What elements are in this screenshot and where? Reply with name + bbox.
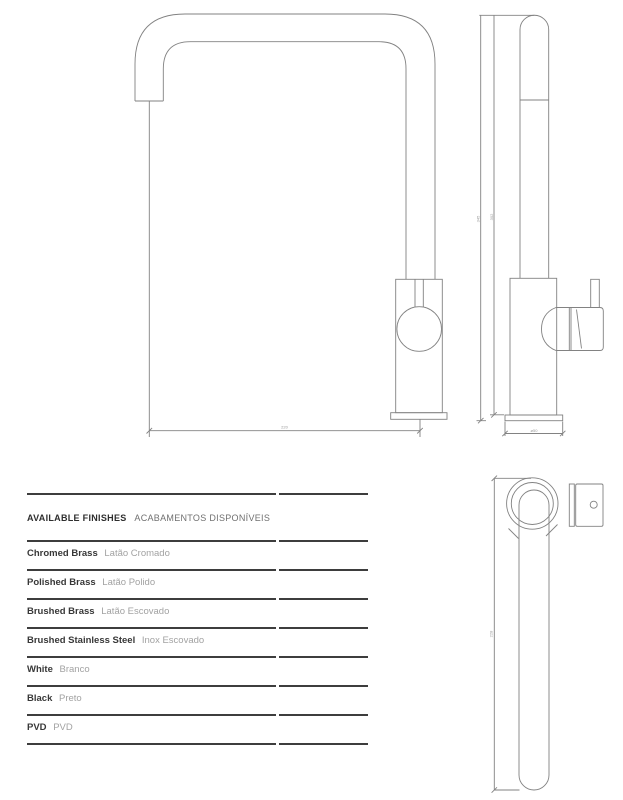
table-rule xyxy=(27,627,368,629)
front-width-dimension-label: 220 xyxy=(281,424,288,430)
finishes-header-pt: ACABAMENTOS DISPONÍVEIS xyxy=(134,513,271,523)
side-height-spout-label: 302 xyxy=(489,213,494,221)
finish-name-pt: Branco xyxy=(59,664,90,675)
finish-row xyxy=(27,664,90,676)
finish-name-pt: Preto xyxy=(59,693,82,704)
finish-name-pt: Latão Cromado xyxy=(104,548,170,559)
finish-name-en: Brushed Brass xyxy=(27,606,95,617)
finish-row xyxy=(27,577,155,589)
table-rule xyxy=(27,493,368,495)
table-rule xyxy=(27,685,368,687)
finish-row xyxy=(27,693,82,705)
top-view-drawing xyxy=(489,476,604,793)
side-height-total-label: 345 xyxy=(475,215,481,223)
finish-row xyxy=(27,548,170,560)
front-view-drawing xyxy=(135,14,447,437)
finish-row xyxy=(27,722,73,734)
table-rule xyxy=(27,569,368,571)
table-rule xyxy=(27,598,368,600)
finish-name-pt: PVD xyxy=(53,722,73,733)
finish-row xyxy=(27,635,204,647)
finish-row xyxy=(27,606,169,618)
finishes-header-en: AVAILABLE FINISHES xyxy=(27,513,127,523)
side-view-drawing xyxy=(476,15,604,436)
finish-name-pt: Latão Polido xyxy=(102,577,156,588)
finish-name-en: Black xyxy=(27,693,53,704)
finish-name-en: Polished Brass xyxy=(27,577,96,588)
finish-name-en: PVD xyxy=(27,722,47,733)
table-rule xyxy=(27,540,368,542)
finish-name-pt: Latão Escovado xyxy=(101,606,170,617)
table-rule xyxy=(27,656,368,658)
table-rule xyxy=(27,714,368,716)
top-depth-dimension-label: 228 xyxy=(488,630,494,638)
finish-name-en: Chromed Brass xyxy=(27,548,98,559)
finish-name-en: White xyxy=(27,664,53,675)
finishes-header xyxy=(27,512,270,524)
table-rule xyxy=(27,743,368,745)
table-rule-gap xyxy=(276,491,279,746)
side-base-diameter-label: ø50 xyxy=(530,427,538,433)
finish-name-pt: Inox Escovado xyxy=(141,635,205,646)
finish-name-en: Brushed Stainless Steel xyxy=(27,635,136,646)
